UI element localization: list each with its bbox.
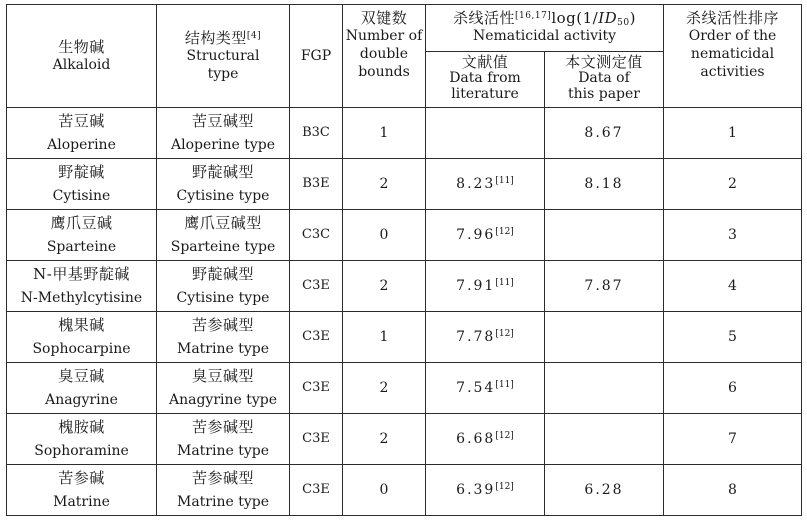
- type-en: Cytisine type: [176, 188, 270, 204]
- cell-fgp: C3C: [290, 210, 343, 261]
- cell-fgp: C3E: [290, 312, 343, 363]
- cell-order: 7: [664, 414, 802, 465]
- type-zh: 野靛碱型: [191, 265, 254, 283]
- header-type-en-1: Structural: [186, 48, 260, 64]
- header-bonds-en-2: double: [359, 46, 409, 62]
- literature-value: 6.68: [456, 431, 496, 447]
- cell-alkaloid: [7, 210, 157, 261]
- cell-order: 6: [664, 363, 802, 414]
- cell-alkaloid: [7, 414, 157, 465]
- header-lit-zh: 文献值: [461, 53, 509, 71]
- alkaloid-name-zh: 鹰爪豆碱: [50, 214, 113, 232]
- header-paper-en-1: Data of: [578, 70, 630, 86]
- cell-order: 4: [664, 261, 802, 312]
- alkaloid-name-en: Sparteine: [46, 239, 117, 255]
- alkaloid-name-en: Sophoramine: [34, 443, 129, 459]
- table-row: [7, 414, 802, 465]
- cell-literature-value: [426, 414, 545, 465]
- table-row: [7, 312, 802, 363]
- cell-paper-value: [545, 108, 664, 159]
- cell-structural-type: [157, 159, 290, 210]
- header-order-en-1: Order of the: [688, 28, 777, 44]
- alkaloid-name-zh: N-甲基野靛碱: [33, 265, 130, 283]
- header-paper-zh: 本文测定值: [565, 53, 643, 71]
- cell-alkaloid: [7, 312, 157, 363]
- type-zh: 臭豆碱型: [191, 367, 254, 385]
- header-bonds-en-3: bounds: [358, 64, 410, 80]
- cell-literature-value: [426, 363, 545, 414]
- alkaloid-name-en: Aloperine: [47, 137, 116, 153]
- alkaloid-name-en: N-Methylcytisine: [20, 290, 143, 306]
- cell-literature-value: [426, 159, 545, 210]
- header-literature: [426, 52, 545, 108]
- cell-fgp: C3E: [290, 414, 343, 465]
- literature-ref: [12]: [495, 329, 514, 339]
- literature-ref: [11]: [495, 176, 514, 186]
- cell-double-bonds: 1: [343, 108, 426, 159]
- header-activity-ref: [16,17]: [515, 11, 552, 21]
- cell-structural-type: [157, 414, 290, 465]
- cell-double-bonds: 0: [343, 465, 426, 516]
- cell-fgp: B3C: [290, 108, 343, 159]
- literature-value: 6.39: [456, 482, 496, 498]
- header-activity-en: Nematicidal activity: [472, 28, 617, 44]
- literature-ref: [12]: [495, 482, 514, 492]
- header-activity-order: [664, 5, 802, 108]
- alkaloid-name-en: Matrine: [53, 494, 110, 510]
- type-en: Aloperine type: [171, 137, 275, 153]
- type-zh: 苦参碱型: [191, 469, 254, 487]
- cell-literature-value: [426, 465, 545, 516]
- paper-value: 6.28: [584, 482, 624, 498]
- paper-value: 8.67: [584, 125, 624, 141]
- cell-structural-type: [157, 363, 290, 414]
- cell-paper-value: [545, 159, 664, 210]
- cell-double-bonds: 0: [343, 210, 426, 261]
- cell-literature-value: [426, 108, 545, 159]
- alkaloid-name-en: Anagyrine: [45, 392, 118, 408]
- literature-value: 8.23: [456, 176, 496, 192]
- cell-double-bonds: 2: [343, 159, 426, 210]
- literature-value: 7.96: [456, 227, 496, 243]
- type-en: Anagyrine type: [168, 392, 278, 408]
- literature-ref: [11]: [495, 278, 514, 288]
- cell-fgp: C3E: [290, 261, 343, 312]
- alkaloid-name-zh: 槐胺碱: [58, 418, 105, 436]
- alkaloid-name-en: Cytisine: [52, 188, 111, 204]
- type-zh: 苦参碱型: [191, 316, 254, 334]
- alkaloid-name-en: Sophocarpine: [32, 341, 131, 357]
- cell-alkaloid: [7, 159, 157, 210]
- cell-paper-value: [545, 210, 664, 261]
- literature-ref: [11]: [495, 380, 514, 390]
- cell-fgp: C3E: [290, 363, 343, 414]
- cell-structural-type: [157, 210, 290, 261]
- cell-double-bonds: 2: [343, 261, 426, 312]
- paper-value: 8.18: [584, 176, 624, 192]
- cell-structural-type: [157, 108, 290, 159]
- header-alkaloid-en: Alkaloid: [52, 57, 111, 73]
- header-type-zh: 结构类型: [184, 29, 247, 47]
- table-row: [7, 108, 802, 159]
- header-activity-log: log(1/: [551, 9, 599, 27]
- cell-order: 1: [664, 108, 802, 159]
- header-order-en-2: nematicidal: [690, 46, 775, 62]
- literature-ref: [12]: [495, 227, 514, 237]
- cell-structural-type: [157, 312, 290, 363]
- cell-fgp: C3E: [290, 465, 343, 516]
- header-fgp-label: FGP: [300, 48, 332, 64]
- header-activity-close: ): [629, 9, 636, 27]
- type-en: Matrine type: [176, 443, 269, 459]
- alkaloid-name-zh: 槐果碱: [58, 316, 105, 334]
- header-structural-type: [157, 5, 290, 108]
- cell-literature-value: [426, 312, 545, 363]
- alkaloid-activity-table: [6, 4, 802, 516]
- cell-alkaloid: [7, 465, 157, 516]
- table-header: [7, 5, 802, 108]
- cell-order: 5: [664, 312, 802, 363]
- cell-paper-value: [545, 465, 664, 516]
- literature-value: 7.54: [456, 380, 496, 396]
- cell-structural-type: [157, 465, 290, 516]
- cell-alkaloid: [7, 108, 157, 159]
- type-en: Matrine type: [176, 494, 269, 510]
- cell-literature-value: [426, 261, 545, 312]
- cell-double-bonds: 2: [343, 414, 426, 465]
- cell-alkaloid: [7, 261, 157, 312]
- type-en: Sparteine type: [170, 239, 276, 255]
- header-activity-id: ID: [598, 9, 618, 27]
- header-bonds-zh: 双键数: [360, 9, 408, 27]
- header-this-paper: [545, 52, 664, 108]
- cell-literature-value: [426, 210, 545, 261]
- header-bonds-en-1: Number of: [345, 28, 423, 44]
- header-nematicidal-activity: [426, 5, 664, 52]
- table-row: [7, 465, 802, 516]
- header-paper-en-2: this paper: [567, 86, 640, 102]
- literature-value: 7.91: [456, 278, 496, 294]
- table-body: [7, 108, 802, 516]
- type-zh: 苦参碱型: [191, 418, 254, 436]
- cell-alkaloid: [7, 363, 157, 414]
- header-double-bonds: [343, 5, 426, 108]
- cell-structural-type: [157, 261, 290, 312]
- header-lit-en-2: literature: [451, 86, 519, 102]
- literature-value: 7.78: [456, 329, 496, 345]
- alkaloid-name-zh: 臭豆碱: [58, 367, 105, 385]
- header-fgp: [290, 5, 343, 108]
- table-row: [7, 159, 802, 210]
- cell-paper-value: [545, 261, 664, 312]
- cell-order: 8: [664, 465, 802, 516]
- literature-ref: [12]: [495, 431, 514, 441]
- header-alkaloid: [7, 5, 157, 108]
- header-type-ref: [4]: [246, 31, 262, 41]
- table-row: [7, 210, 802, 261]
- cell-paper-value: [545, 363, 664, 414]
- header-type-en-2: type: [207, 66, 239, 82]
- alkaloid-name-zh: 苦豆碱: [58, 112, 105, 130]
- cell-double-bonds: 2: [343, 363, 426, 414]
- cell-paper-value: [545, 312, 664, 363]
- type-zh: 野靛碱型: [191, 163, 254, 181]
- type-zh: 鹰爪豆碱型: [184, 214, 262, 232]
- header-lit-en-1: Data from: [449, 70, 521, 86]
- cell-paper-value: [545, 414, 664, 465]
- header-order-en-3: activities: [700, 64, 765, 80]
- cell-fgp: B3E: [290, 159, 343, 210]
- type-en: Cytisine type: [176, 290, 270, 306]
- header-activity-sub: 50: [617, 18, 630, 28]
- alkaloid-name-zh: 野靛碱: [58, 163, 105, 181]
- header-activity-zh: 杀线活性: [453, 9, 516, 27]
- table-row: [7, 261, 802, 312]
- paper-value: 7.87: [584, 278, 624, 294]
- header-alkaloid-zh: 生物碱: [58, 38, 105, 56]
- table-row: [7, 363, 802, 414]
- cell-order: 2: [664, 159, 802, 210]
- type-en: Matrine type: [176, 341, 269, 357]
- alkaloid-name-zh: 苦参碱: [58, 469, 105, 487]
- cell-double-bonds: 1: [343, 312, 426, 363]
- type-zh: 苦豆碱型: [191, 112, 254, 130]
- header-order-zh: 杀线活性排序: [685, 9, 779, 27]
- cell-order: 3: [664, 210, 802, 261]
